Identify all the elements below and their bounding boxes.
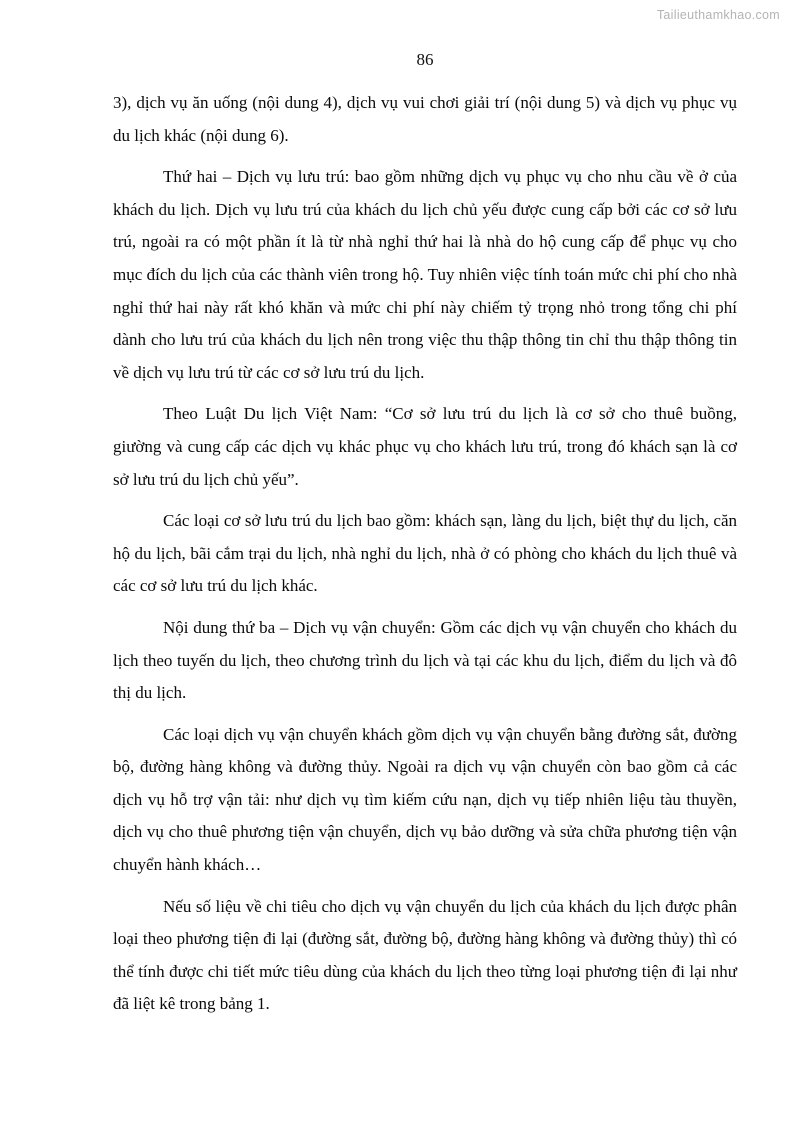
document-body [113, 87, 737, 1030]
watermark: Tailieuthamkhao.com [656, 8, 780, 22]
paragraph-so-lieu-chi-tieu: Nếu số liệu về chi tiêu cho dịch vụ vận chuyển du lịch của khách du lịch được phân loại theo phương tiện đi lại (đường sắt, đường bộ, đường hàng không và đường thủy) thì có thể tính được chi tiết mức tiêu dùng của khách du lịch theo từng loại phương tiện đi lại như đã liệt kê trong bảng 1. [113, 896, 737, 1014]
page-number: 86 [416, 50, 434, 69]
paragraph-luat-du-lich: Theo Luật Du lịch Việt Nam: “Cơ sở lưu trú du lịch là cơ sở cho thuê buồng, giường và cung cấp các dịch vụ khác phục vụ cho khách lưu trú, trong đó khách sạn là cơ sở lưu trú du lịch chủ yếu”. [113, 404, 737, 489]
paragraph-loai-co-so-luu-tru: Các loại cơ sở lưu trú du lịch bao gồm: khách sạn, làng du lịch, biệt thự du lịch, căn hộ du lịch, bãi cắm trại du lịch, nhà nghỉ du lịch, nhà ở có phòng cho khách du lịch thuê và các cơ sở lưu trú du lịch khác. [113, 511, 737, 596]
paragraph-luu-tru: Thứ hai – Dịch vụ lưu trú: bao gồm những dịch vụ phục vụ cho nhu cầu về ở của khách du lịch. Dịch vụ lưu trú của khách du lịch chủ yếu được cung cấp bởi các cơ sở lưu trú, ngoài ra có một phần ít là từ nhà nghỉ thứ hai là nhà do hộ cung cấp để phục vụ cho mục đích du lịch của các thành viên trong hộ. Tuy nhiên việc tính toán mức chi phí cho nhà nghỉ thứ hai này rất khó khăn và mức chi phí này chiếm tỷ trọng nhỏ trong tổng chi phí dành cho lưu trú của khách du lịch nên trong việc thu thập thông tin chỉ thu thập thông tin về dịch vụ lưu trú từ các cơ sở lưu trú du lịch. [113, 167, 737, 382]
paragraph-continuation: 3), dịch vụ ăn uống (nội dung 4), dịch vụ vui chơi giải trí (nội dung 5) và dịch vụ phục vụ du lịch khác (nội dung 6). [113, 93, 737, 145]
paragraph-loai-dich-vu-van-chuyen: Các loại dịch vụ vận chuyển khách gồm dịch vụ vận chuyển bằng đường sắt, đường bộ, đường hàng không và đường thủy. Ngoài ra dịch vụ vận chuyển còn bao gồm cả các dịch vụ hỗ trợ vận tải: như dịch vụ tìm kiếm cứu nạn, dịch vụ tiếp nhiên liệu tàu thuyền, dịch vụ cho thuê phương tiện vận chuyển, dịch vụ bảo dưỡng và sửa chữa phương tiện vận chuyển hành khách… [113, 724, 737, 875]
paragraph-dich-vu-van-chuyen: Nội dung thứ ba – Dịch vụ vận chuyển: Gồm các dịch vụ vận chuyển cho khách du lịch theo tuyến du lịch, theo chương trình du lịch và tại các khu du lịch, điểm du lịch và đô thị du lịch. [113, 617, 737, 703]
